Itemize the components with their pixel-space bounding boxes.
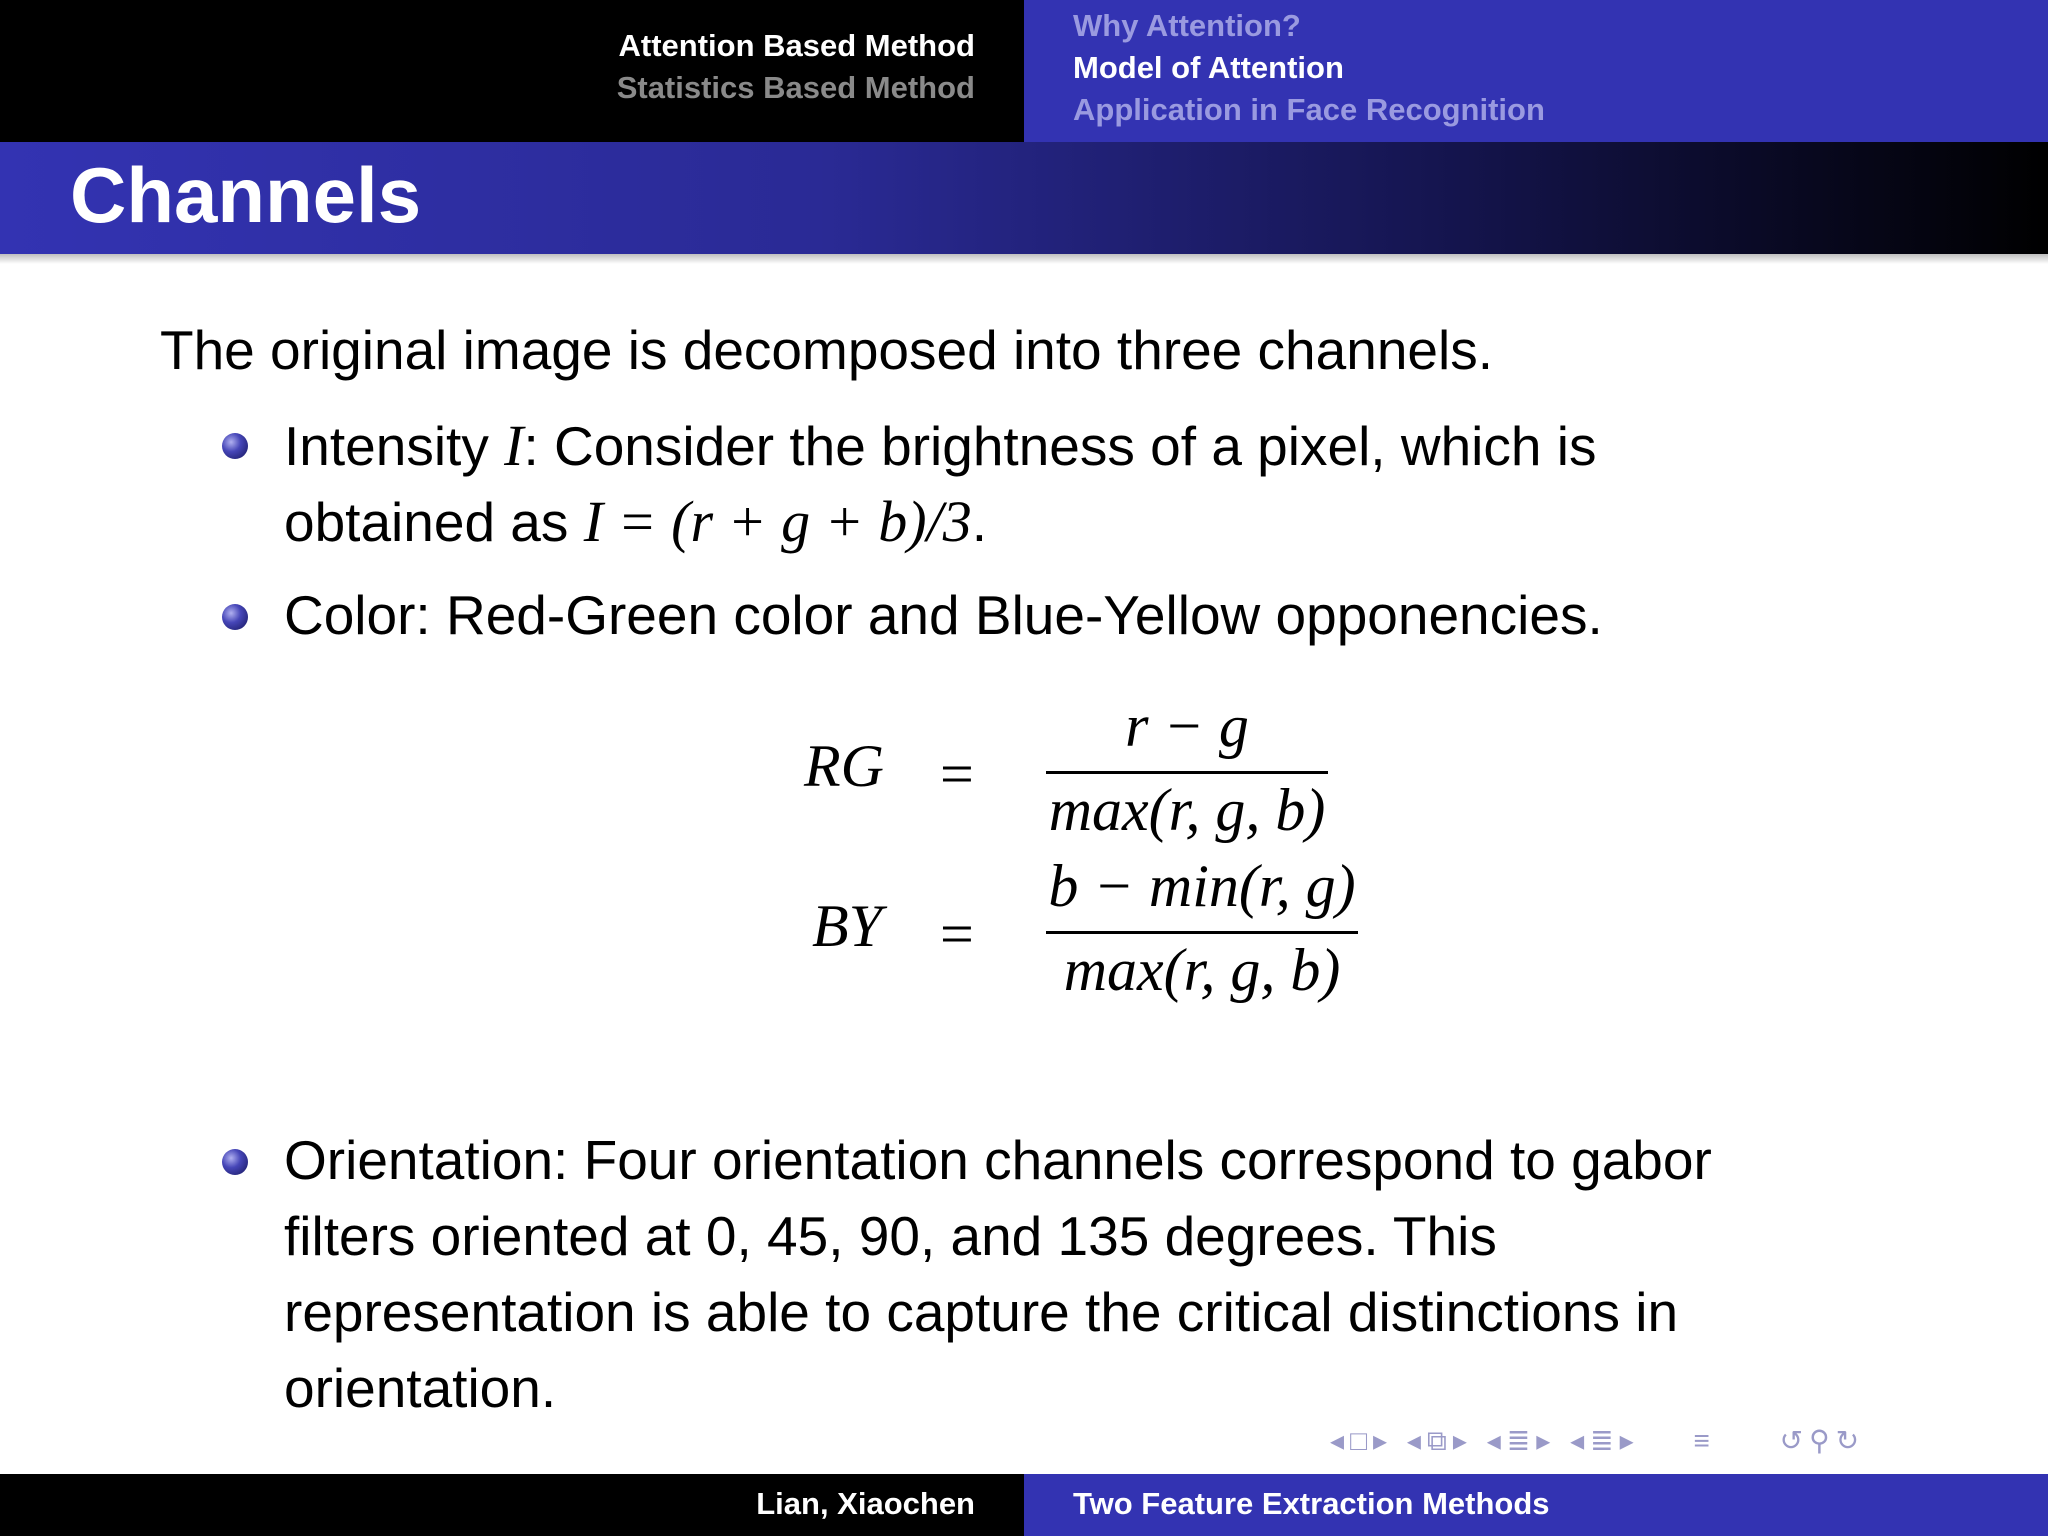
eq-by-denominator: max(r, g, b) <box>1063 937 1341 1003</box>
eq-by-equals: = <box>940 901 974 967</box>
next-subsection-icon[interactable]: ▸ <box>1452 1425 1473 1456</box>
section-icon[interactable]: ≣ <box>1506 1425 1537 1456</box>
intensity-suffix: . <box>971 491 988 553</box>
nav-section-statistics[interactable]: Statistics Based Method <box>616 70 975 105</box>
eq-rg-fraction-bar <box>1046 771 1328 774</box>
toc-section-icon[interactable]: ≣ <box>1590 1425 1620 1456</box>
section-nav <box>0 0 1024 142</box>
back-icon[interactable]: ↺ <box>1779 1425 1810 1456</box>
orientation-line-2: filters oriented at 0, 45, 90, and 135 degrees. This <box>284 1205 1497 1267</box>
intro-text: The original image is decomposed into three channels. <box>160 319 1493 381</box>
eq-by-numerator: b − min(r, g) <box>1048 853 1356 919</box>
frame-title: Channels <box>70 151 422 239</box>
footer-title-bar <box>1024 1474 2048 1536</box>
eq-rg-denominator: max(r, g, b) <box>1048 777 1326 843</box>
next-toc-icon[interactable]: ▸ <box>1619 1425 1640 1456</box>
next-section-icon[interactable]: ▸ <box>1536 1425 1557 1456</box>
intensity-line-1 <box>284 412 1596 479</box>
frame-icon[interactable]: □ <box>1350 1425 1373 1456</box>
nav-subsection-model-of-attention[interactable]: Model of Attention <box>1073 50 1344 85</box>
bullet-icon <box>222 1149 248 1175</box>
orientation-line-4: orientation. <box>284 1357 557 1419</box>
bullet-icon <box>222 604 248 630</box>
prev-toc-icon[interactable]: ◂ <box>1570 1425 1591 1456</box>
color-text: Color: Red-Green color and Blue-Yellow opponencies. <box>284 584 1603 646</box>
eq-rg-numerator: r − g <box>1125 693 1249 759</box>
intensity-symbol: I <box>504 413 524 478</box>
intensity-formula: I = (r + g + b)/3 <box>583 489 972 554</box>
orientation-line-3: representation is able to capture the critical distinctions in <box>284 1281 1679 1343</box>
next-frame-icon[interactable]: ▸ <box>1372 1425 1394 1456</box>
intensity-line-2 <box>284 488 987 555</box>
first-frame-icon[interactable]: ◂ <box>1330 1425 1351 1456</box>
bullet-icon <box>222 433 248 459</box>
intensity-lead: Intensity <box>284 415 505 477</box>
subsection-icon[interactable]: ⧉ <box>1426 1425 1453 1456</box>
subsection-nav <box>1024 0 2048 142</box>
intensity-prefix: obtained as <box>284 491 584 553</box>
footer-author: Lian, Xiaochen <box>756 1486 975 1521</box>
orientation-line-1: Orientation: Four orientation channels correspond to gabor <box>284 1129 1712 1191</box>
eq-by-lhs: BY <box>812 893 883 959</box>
eq-rg-lhs: RG <box>804 733 884 799</box>
prev-section-icon[interactable]: ◂ <box>1486 1425 1507 1456</box>
nav-subsection-why-attention[interactable]: Why Attention? <box>1073 8 1301 43</box>
navigation-symbols <box>1330 1424 1865 1464</box>
search-icon[interactable]: ⚲ <box>1809 1425 1836 1456</box>
footer-title: Two Feature Extraction Methods <box>1073 1486 1550 1521</box>
eq-rg-equals: = <box>940 741 974 807</box>
footer-author-bar <box>0 1474 1024 1536</box>
toc-icon[interactable]: ≡ <box>1693 1425 1716 1456</box>
intensity-rest: : Consider the brightness of a pixel, which is <box>523 415 1597 477</box>
forward-icon[interactable]: ↻ <box>1835 1425 1866 1456</box>
prev-subsection-icon[interactable]: ◂ <box>1406 1425 1427 1456</box>
eq-by-fraction-bar <box>1046 931 1358 934</box>
nav-section-attention[interactable]: Attention Based Method <box>618 28 975 63</box>
title-shadow <box>0 254 2048 264</box>
nav-subsection-face-recognition[interactable]: Application in Face Recognition <box>1073 92 1545 127</box>
